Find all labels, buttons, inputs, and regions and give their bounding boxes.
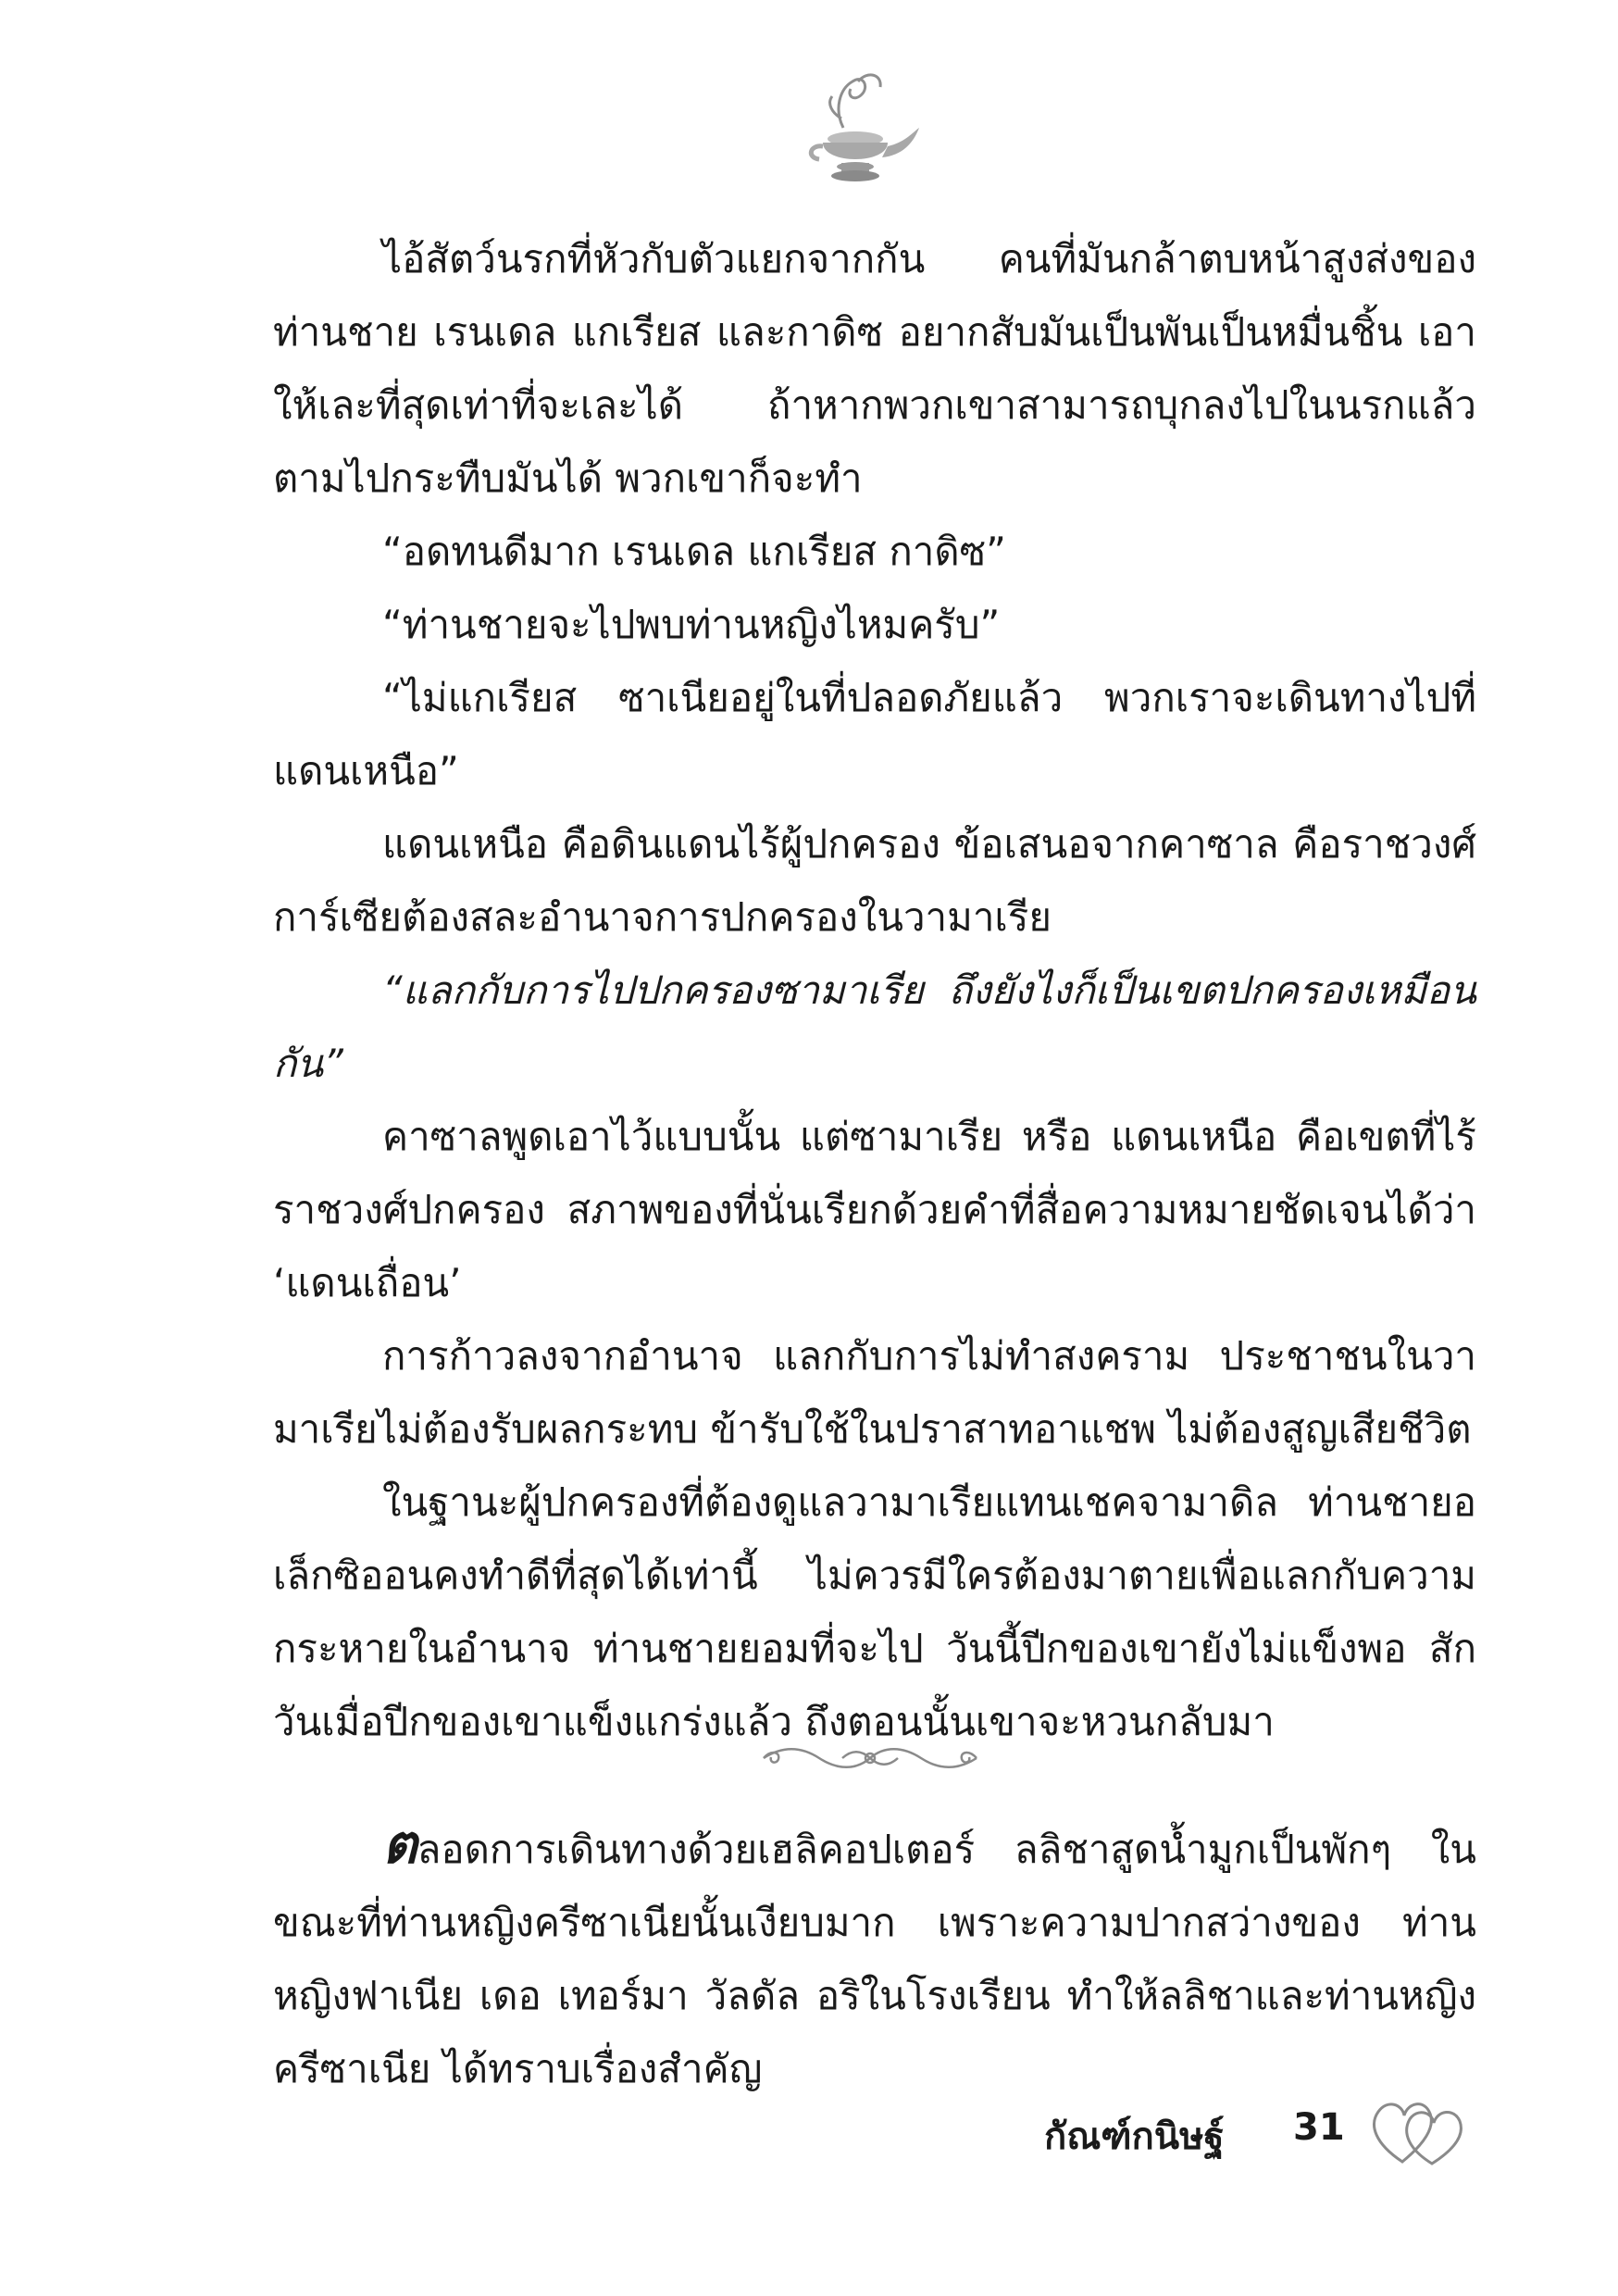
paragraph: “อดทนดีมาก เรนเดล แกเรียส กาดิซ” bbox=[382, 529, 1006, 574]
paragraph: ไอ้สัตว์นรกที่หัวกับตัวแยกจากกัน คนที่มันกล้าตบหน้าสูงส่งของท่านชาย เรนเดล แกเรียส และกาดิซ อยากสับมันเป็นพันเป็นหมื่นชิ้น เอาให้เละที่สุดเท่าที่จะเละได้ ถ้าหากพวกเขาสามารถบุกลงไปในนรกแล้วตามไปกระทืบมันได้ พวกเขาก็จะทำ bbox=[273, 236, 1476, 501]
paragraph: “ไม่แกเรียส ซาเนียอยู่ในที่ปลอดภัยแล้ว พวกเราจะเดินทางไปที่แดนเหนือ” bbox=[273, 675, 1476, 793]
paragraph: ในฐานะผู้ปกครองที่ต้องดูแลวามาเรียแทนเชคจามาดิล ท่านชายอเล็กซิออนคงทำดีที่สุดได้เท่านี้ ไม่ควรมีใครต้องมาตายเพื่อแลกกับความกระหายในอำนาจ ท่านชายยอมที่จะไป วันนี้ปีกของเขายังไม่แข็งพอ สักวันเมื่อปีกของเขาแข็งแกร่งแล้ว ถึงตอนนั้นเขาจะหวนกลับมา bbox=[273, 1479, 1476, 1744]
section-two-body: ลอดการเดินทางด้วยเฮลิคอปเตอร์ ลลิชาสูดน้ำมูกเป็นพักๆ ในขณะที่ท่านหญิงครีซาเนียนั้นเงียบมาก เพราะความปากสว่างของ ท่านหญิงฟาเนีย เดอ เทอร์มา วัลดัล อริในโรงเรียน ทำให้ลลิชาและท่านหญิงครีซาเนีย ได้ทราบเรื่องสำคัญ bbox=[273, 1827, 1476, 2091]
paragraph: “ท่านชายจะไปพบท่านหญิงไหมครับ” bbox=[382, 602, 1001, 647]
hearts-icon bbox=[1365, 2088, 1472, 2171]
section-two-text bbox=[273, 1808, 1476, 2105]
paragraph-italic-quote: “แลกกับการไปปกครองซามาเรีย ถึงยังไงก็เป็นเขตปกครองเหมือนกัน” bbox=[273, 967, 1476, 1086]
paragraph: การก้าวลงจากอำนาจ แลกกับการไม่ทำสงคราม ประชาชนในวามาเรียไม่ต้องรับผลกระทบ ข้ารับใช้ในปราสาทอาแชพ ไม่ต้องสูญเสียชีวิต bbox=[273, 1333, 1476, 1452]
paragraph: คาซาลพูดเอาไว้แบบนั้น แต่ซามาเรีย หรือ แดนเหนือ คือเขตที่ไร้ราชวงศ์ปกครอง สภาพของที่นั่นเรียกด้วยคำที่สื่อความหมายชัดเจนได้ว่า ‘แดนเถื่อน’ bbox=[273, 1114, 1476, 1305]
body-text bbox=[273, 222, 1476, 1758]
genie-lamp-icon bbox=[786, 54, 925, 193]
paragraph: แดนเหนือ คือดินแดนไร้ผู้ปกครอง ข้อเสนอจากคาซาล คือราชวงศ์การ์เซียต้องสละอำนาจการปกครองในวามาเรีย bbox=[273, 821, 1476, 940]
drop-letter: ต bbox=[382, 1813, 417, 1876]
scroll-divider-icon bbox=[754, 1737, 986, 1779]
section-two-paragraph bbox=[273, 1808, 1476, 2105]
footer-book-title: กัณฑ์กนิษฐ์ bbox=[1044, 2115, 1225, 2158]
footer-page-number: 31 bbox=[1293, 2106, 1345, 2149]
